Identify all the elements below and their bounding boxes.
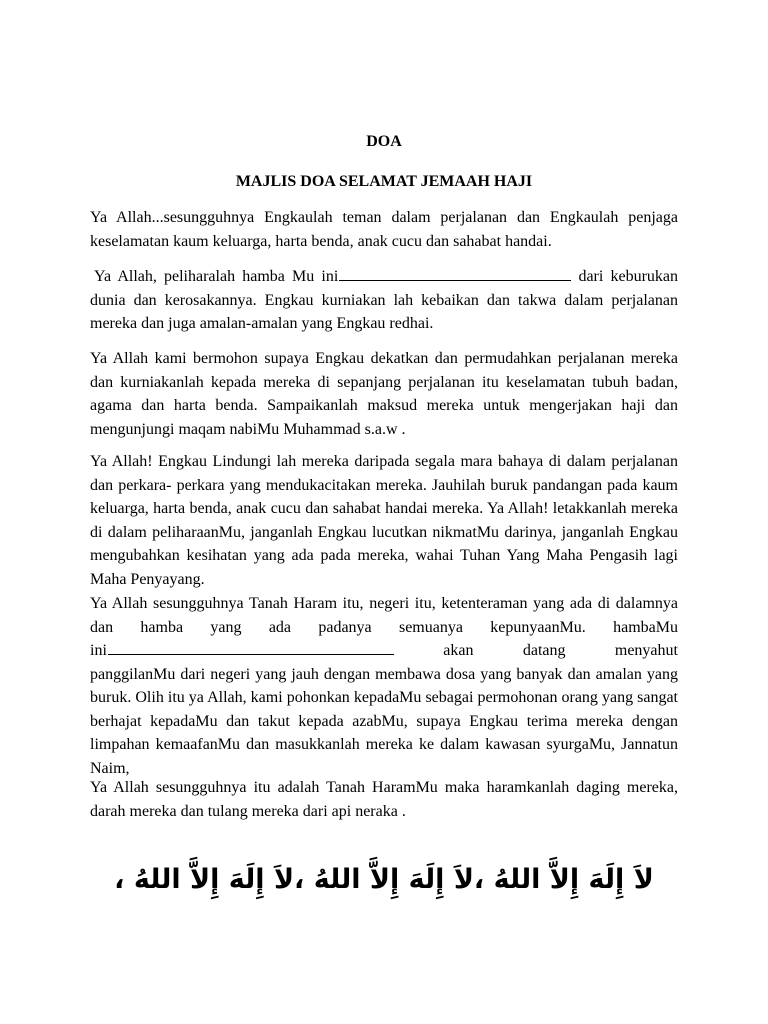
paragraph-6: Ya Allah sesungguhnya itu adalah Tanah HaramMu maka haramkanlah daging mereka, darah mereka dan tulang mereka dari api neraka . [90,779,678,820]
word-menyahut: menyahut [614,642,678,659]
paragraph-2-lead: Ya Allah, peliharalah hamba Mu ini [94,268,339,285]
paragraph-2 [90,265,678,336]
paragraph-5 [90,592,678,780]
paragraph-2-rest: dari keburukan dunia dan kerosakannya. Engkau kurniakan lah kebaikan dan takwa dalam perjalanan mereka dan juga amalan-amalan yang Engkau redhai. [90,268,679,332]
blank-prefix-text: ini [90,642,107,659]
name-blank-line-2 [108,640,394,655]
paragraph-5-blank-prefix [90,639,394,663]
document-subtitle: MAJLIS DOA SELAMAT JEMAAH HAJI [235,173,533,190]
paragraph-5-opening: Ya Allah sesungguhnya Tanah Haram itu, negeri itu, ketenteraman yang ada di dalamnya dan hamba yang ada padanya semuanya kepunyaanMu. hambaMu [90,595,678,636]
paragraph-5-blank-line [90,639,678,663]
name-blank-line [339,266,571,281]
paragraph-3: Ya Allah kami bermohon supaya Engkau dekatkan dan permudahkan perjalanan mereka dan kurniakanlah kepada mereka di sepanjang perjalanan itu keselamatan tubuh badan, agama dan harta benda. Sampaikanlah maksud mereka untuk mengerjakan haji dan mengunjungi maqam nabiMu Muhammad s.a.w . [90,350,678,438]
arabic-tahlil-line: لاَ إِلَهَ إِلاَّ اللهُ ،لاَ إِلَهَ إِلاَّ اللهُ ،لاَ إِلَهَ إِلاَّ اللهُ ، [114,864,654,895]
word-datang: datang [522,642,566,659]
paragraph-5-rest: panggilanMu dari negeri yang jauh dengan membawa dosa yang banyak dan amalan yang buruk. Olih itu ya Allah, kami pohonkan kepadaMu sebagai permohonan orang yang sangat berhajat kepadaMu dan takut kepada azabMu, supaya Engkau terima mereka dengan limpahan kemaafanMu dan masukkanlah mereka ke dalam kawasan syurgaMu, Jannatun Naim, [90,665,678,777]
document-title: DOA [366,133,402,150]
paragraph-1: Ya Allah...sesungguhnya Engkaulah teman dalam perjalanan dan Engkaulah penjaga keselamatan kaum keluarga, harta benda, anak cucu dan sahabat handai. [90,209,678,250]
paragraph-4: Ya Allah! Engkau Lindungi lah mereka daripada segala mara bahaya di dalam perjalanan dan perkara- perkara yang mendukacitakan mereka. Jauhilah buruk pandangan pada kaum keluarga, harta benda, anak cucu dan sahabat handai mereka. Ya Allah! letakkanlah mereka di dalam peliharaanMu, janganlah Engkau lucutkan nikmatMu darinya, janganlah Engkau mengubahkan kesihatan yang ada pada mereka, wahai Tuhan Yang Maha Pengasih lagi Maha Penyayang. [90,453,678,588]
word-akan: akan [443,642,474,659]
